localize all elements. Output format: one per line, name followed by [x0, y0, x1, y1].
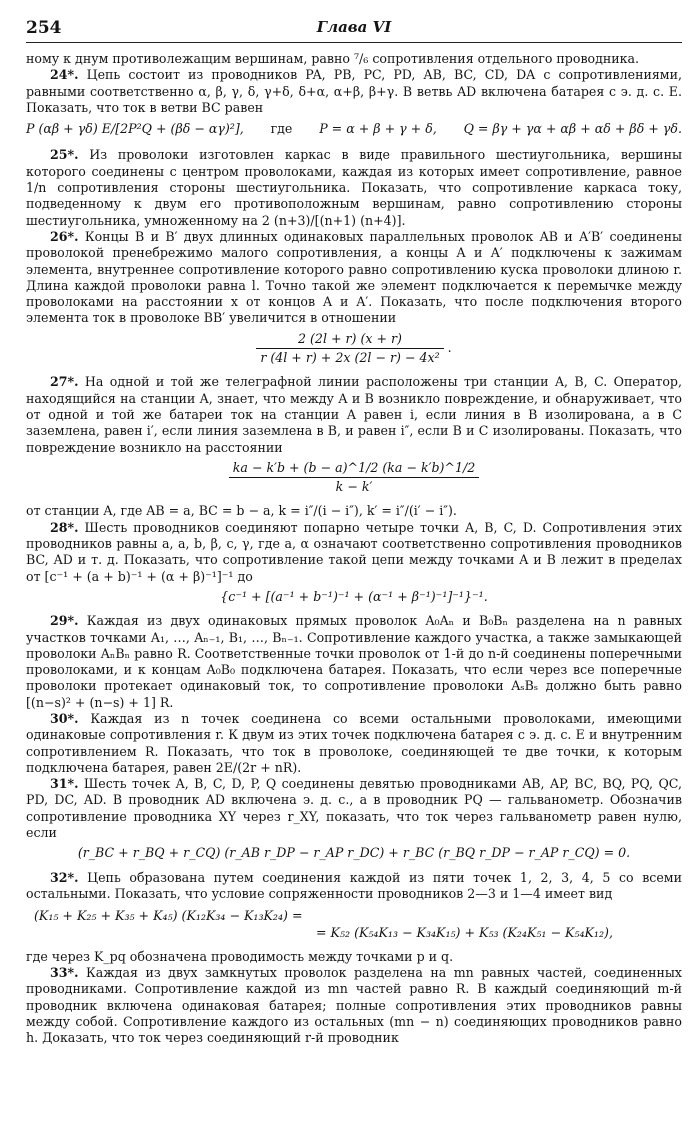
formula-28: {c⁻¹ + [(a⁻¹ + b⁻¹)⁻¹ + (α⁻¹ + β⁻¹)⁻¹]⁻¹}⁻¹. [220, 588, 488, 604]
formula-27 [26, 460, 682, 496]
problem-number: 27*. [50, 374, 79, 390]
page-header [26, 14, 682, 43]
problem-text: Шесть точек A, B, C, D, P, Q соединены девятью проводниками AB, AP, BC, BQ, PQ, QC, PD, DC, AD. В проводник AD включена э. д. с., а в проводник PQ — гальванометр. Обозначив сопротивление проводника XY через r_XY, показать, что ток через гальванометр равен нулю, если [26, 776, 682, 841]
problem-text: Из проволоки изготовлен каркас в виде правильного шестиугольника, вершины которого соединены с центром проволоками, каждая из которых имеет сопротивление, равное 1/n сопротивления стороны шестиугольника. Показать, что сопротивление каркаса току, подведенному к двум его противоположным вершинам, равно сопротивлению стороны шестиугольника, умноженному на 2 (n+3)/[(n+1) (n+4)]. [26, 147, 682, 228]
problem-24 [26, 67, 682, 116]
problem-28 [26, 520, 682, 585]
problem-text: Каждая из двух замкнутых проволок разделена на mn равных частей, соединенных проводниками. Сопротивление каждой из mn частей равно R. В каждый соединяющий m-й проводник включена одинаковая батарея; полные сопротивления этих проводников равны между собой. Сопротивление каждого из остальных (mn − n) соединяющих проводников равно h. Доказать, что ток через соединяющий r-й проводник [26, 965, 682, 1046]
problem-number: 26*. [50, 228, 79, 244]
problem-number: 29*. [50, 613, 79, 629]
problem-29 [26, 613, 682, 711]
formula-31: (r_BC + r_BQ + r_CQ) (r_AB r_DP − r_AP r_DC) + r_BC (r_BQ r_DP − r_AP r_CQ) = 0. [77, 845, 631, 861]
formula-line-1: (K₁₅ + K₂₅ + K₃₅ + K₄₅) (K₁₂K₃₄ − K₁₃K₂₄) = [34, 908, 303, 924]
problem-number: 25*. [50, 147, 79, 163]
problem-32-continuation: где через K_pq обозначена проводимость между точками p и q. [26, 948, 454, 964]
problem-27 [26, 374, 682, 455]
problem-33 [26, 965, 682, 1046]
problem-25 [26, 147, 682, 228]
fraction-denominator: k − k′ [335, 479, 373, 495]
formula-line-2: = K₅₂ (K₅₄K₁₃ − K₃₄K₁₅) + K₅₃ (K₂₄K₅₁ − K₅₄K₁₂), [316, 924, 613, 940]
problem-text: Цепь образована путем соединения каждой из пяти точек 1, 2, 3, 4, 5 со всеми остальными. Показать, что условие сопряженности проводников 2—3 и 1—4 имеет вид [26, 869, 682, 901]
paragraph-continuation: ному к днум противолежащим вершинам, равно ⁷/₆ сопротивления отдельного проводника. [26, 51, 640, 66]
formula-26 [26, 331, 682, 367]
formula-q-def: Q = βγ + γα + αβ + αδ + βδ + γδ. [463, 121, 682, 137]
problem-number: 32*. [50, 869, 79, 885]
formula-where: где [270, 121, 293, 137]
problem-text: Каждая из двух одинаковых прямых проволок A₀Aₙ и B₀Bₙ разделена на n равных участков точками A₁, …, Aₙ₋₁, B₁, …, Bₙ₋₁. Сопротивление каждого участка, а также замыкающей проволоки AₙBₙ равно R. Соответственные точки проволок от 1-й до n-й соединены поперечными проволоками, и к концам A₀B₀ подключена батарея. Показать, что если через все поперечные проволоки протекает одинаковый ток, то сопротивление проволоки AₛBₛ должно быть равно [(n−s)² + (n−s) + 1] R. [26, 613, 682, 710]
problem-text: Концы B и B′ двух длинных одинаковых параллельных проволок AB и A′B′ соединены проволокой пренебрежимо малого сопротивления, а концы A и A′ подключены к зажимам элемента, внутреннее сопротивление которого равно сопротивлению куска проволоки длиною r. Длина каждой проволоки равна l. Точно такой же элемент подключается к перемычке между проволоками на расстоянии x от концов A и A′. Показать, что после подключения второго элемента ток в проволоке BB′ увеличится в отношении [26, 228, 682, 326]
fraction-numerator: ka − k′b + (b − a)^1/2 (ka − k′b)^1/2 [229, 460, 480, 478]
fraction-period: . [447, 340, 452, 356]
problem-text: Каждая из n точек соединена со всеми остальными проволоками, имеющими одинаковые сопротивления r. К двум из этих точек подключена батарея с э. д. с. E и внутренним сопротивлением R. Показать, что ток в проволоке, соединяющей те две точки, к которым подключена батарея, равен 2E/(2r + nR). [26, 710, 682, 775]
chapter-title: Глава VI [316, 18, 392, 36]
problem-26 [26, 229, 682, 327]
problem-number: 33*. [50, 965, 79, 981]
problem-number: 24*. [50, 67, 79, 83]
formula-current: P (αβ + γδ) E/[2P²Q + (βδ − αγ)²], [26, 121, 244, 137]
problem-text: Цепь состоит из проводников PA, PB, PC, PD, AB, BC, CD, DA с сопротивлениями, равными соответственно α, β, γ, δ, γ+δ, δ+α, α+β, β+γ. В ветвь AD включена батарея с э. д. с. E. Показать, что ток в ветви BC равен [26, 67, 682, 115]
fraction-denominator: r (4l + r) + 2x (2l − r) − 4x² [260, 350, 440, 366]
problem-number: 30*. [50, 710, 79, 726]
problem-text: На одной и той же телеграфной линии расположены три станции A, B, C. Оператор, находящийся на станции A, знает, что между A и B возникло повреждение, и обнаруживает, что от одной и той же батареи ток на станции A равен i, если линия в B изолирована, а в C заземлена, равен i′, если линия заземлена в B, и равен i″, если B и C изолированы. Показать, что повреждение возникло на расстоянии [26, 374, 682, 455]
problem-31 [26, 776, 682, 841]
formula-24 [26, 121, 682, 137]
page-body [26, 51, 682, 1047]
fraction-numerator: 2 (2l + r) (x + r) [256, 331, 443, 349]
page-number: 254 [26, 18, 62, 38]
fraction [256, 331, 443, 367]
problem-text: Шесть проводников соединяют попарно четыре точки A, B, C, D. Сопротивления этих проводников равны a, a, b, β, c, γ, где a, α означают соответственно сопротивления проводников BC, AD и т. д. Показать, что сопротивление такой цепи между точками A и B лежит в пределах от [c⁻¹ + (a + b)⁻¹ + (α + β)⁻¹]⁻¹ до [26, 519, 682, 584]
fraction [229, 460, 480, 496]
problem-27-continuation: от станции A, где AB = a, BC = b − a, k = i″/(i − i″), k′ = i″/(i′ − i″). [26, 503, 457, 519]
problem-number: 28*. [50, 519, 79, 535]
problem-number: 31*. [50, 776, 79, 792]
formula-32 [26, 908, 682, 941]
problem-32 [26, 870, 682, 903]
problem-30 [26, 711, 682, 776]
formula-p-def: P = α + β + γ + δ, [319, 121, 437, 137]
